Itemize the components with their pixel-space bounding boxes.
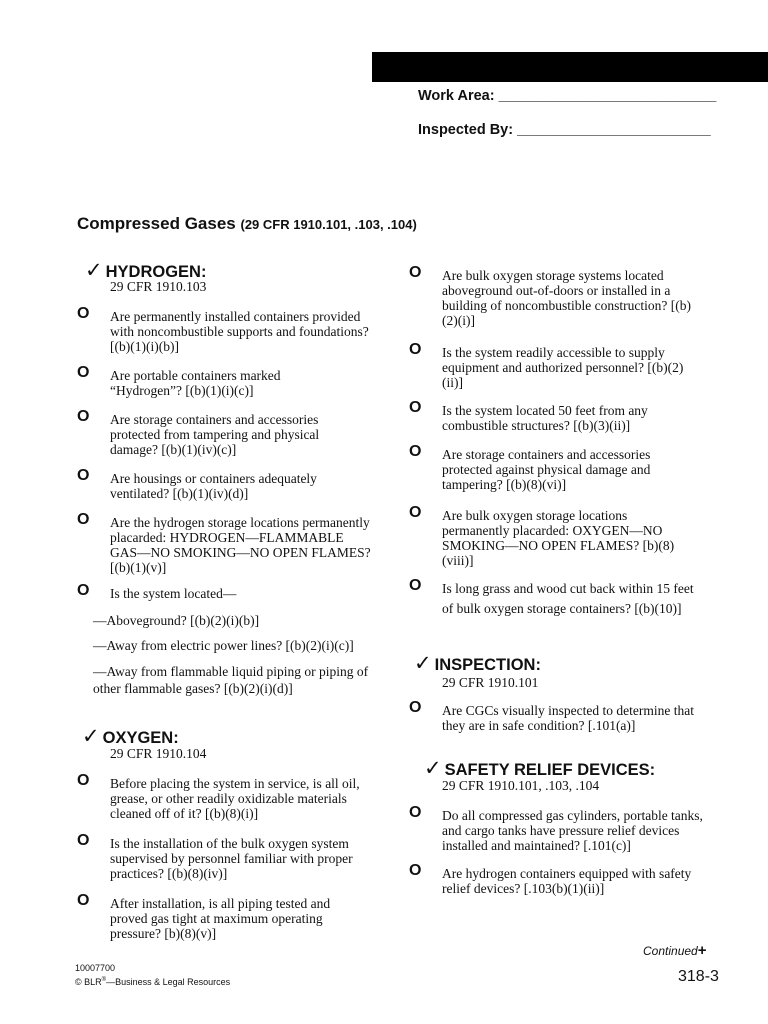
- title-main: Compressed Gases: [77, 214, 236, 233]
- oxygen-question-2: O Is the installation of the bulk oxygen system supervised by personnel familiar with proper practices? [(b)(8)(iv)]: [77, 832, 353, 881]
- bullet-icon: O: [77, 511, 90, 528]
- inspection-question-1: O Are CGCs visually inspected to determine that they are in safe condition? [.101(a)]: [409, 699, 694, 733]
- hydrogen-question-6: O Is the system located—: [77, 582, 237, 601]
- oxygen-question-r2: O Is the system readily accessible to supply equipment and authorized personnel? [(b)(2)(ii)]: [409, 341, 684, 390]
- safety-relief-question-2: O Are hydrogen containers equipped with safety relief devices? [.103(b)(1)(ii)]: [409, 862, 692, 896]
- title-cite: (29 CFR 1910.101, .103, .104): [240, 217, 417, 232]
- hydrogen-sub-3: —Away from flammable liquid piping or piping of other flammable gases? [(b)(2)(i)(d)]: [93, 664, 369, 696]
- checkmark-icon: ✓: [82, 724, 100, 748]
- hydrogen-question-3: O Are storage containers and accessories protected from tampering and physical damage? [(b)(1)(iv)(c)]: [77, 408, 320, 457]
- page-number: 318-3: [678, 968, 719, 985]
- bullet-icon: O: [77, 582, 90, 599]
- bullet-icon: O: [77, 467, 90, 484]
- bullet-icon: O: [77, 832, 90, 849]
- bullet-icon: O: [77, 305, 90, 322]
- document-code: 10007700: [75, 963, 116, 973]
- bullet-icon: O: [77, 364, 90, 381]
- bullet-icon: O: [409, 577, 422, 594]
- hydrogen-question-2: O Are portable containers marked “Hydrogen”? [(b)(1)(i)(c)]: [77, 364, 281, 398]
- bullet-icon: O: [77, 408, 90, 425]
- footer-code: [75, 962, 230, 988]
- safety-relief-cfr: 29 CFR 1910.101, .103, .104: [442, 778, 600, 793]
- bullet-icon: O: [409, 699, 422, 716]
- hydrogen-sub-1: —Aboveground? [(b)(2)(i)(b)]: [93, 613, 260, 628]
- oxygen-question-r6: O Is long grass and wood cut back within 15 feet of bulk oxygen storage containers? [(b)(10)]: [409, 577, 694, 616]
- hydrogen-question-1: O Are permanently installed containers provided with noncombustible supports and foundations? [(b)(1)(i)(b)]: [77, 305, 369, 354]
- oxygen-question-1: O Before placing the system in service, is all oil, grease, or other readily oxidizable materials cleaned off of it? [(b)(8)(i)]: [77, 772, 360, 821]
- bullet-icon: O: [409, 443, 422, 460]
- bullet-icon: O: [409, 399, 422, 416]
- header-black-bar: [372, 52, 768, 82]
- inspection-cfr: 29 CFR 1910.101: [442, 675, 539, 690]
- oxygen-question-r5: O Are bulk oxygen storage locations permanently placarded: OXYGEN—NO SMOKING—NO OPEN FLAMES? [b)(8)(viii)]: [409, 504, 675, 568]
- oxygen-question-3: O After installation, is all piping tested and proved gas tight at maximum operating pressure? [b)(8)(v)]: [77, 892, 331, 941]
- hydrogen-sub-2: —Away from electric power lines? [(b)(2)(i)(c)]: [93, 638, 354, 653]
- hydrogen-cfr: 29 CFR 1910.103: [110, 279, 207, 294]
- bullet-icon: O: [409, 862, 422, 879]
- hydrogen-question-5: O Are the hydrogen storage locations permanently placarded: HYDROGEN—FLAMMABLE GAS—NO SMOKING—NO OPEN FLAMES? [(b)(1)(v)]: [77, 511, 371, 575]
- safety-relief-heading: ✓ SAFETY RELIEF DEVICES:: [424, 756, 656, 780]
- checkmark-icon: ✓: [85, 258, 103, 282]
- work-area-field: Work Area: ___________________________: [418, 88, 717, 104]
- copyright: © BLR®—Business & Legal Resources: [75, 977, 231, 987]
- bullet-icon: O: [77, 772, 90, 789]
- bullet-icon: O: [409, 804, 422, 821]
- continued-label: Continued+: [643, 942, 707, 959]
- plus-icon: +: [697, 942, 707, 959]
- inspected-by-field: Inspected By: ________________________: [418, 122, 711, 138]
- bullet-icon: O: [77, 892, 90, 909]
- bullet-icon: O: [409, 504, 422, 521]
- oxygen-heading: ✓ OXYGEN:: [82, 724, 179, 748]
- inspection-heading: ✓ INSPECTION:: [414, 651, 541, 675]
- hydrogen-question-4: O Are housings or containers adequately ventilated? [(b)(1)(iv)(d)]: [77, 467, 317, 501]
- checkmark-icon: ✓: [414, 651, 432, 675]
- oxygen-question-r4: O Are storage containers and accessories protected against physical damage and tampering? [(b)(8)(vi)]: [409, 443, 651, 492]
- hydrogen-heading: ✓ HYDROGEN:: [85, 258, 207, 282]
- checkmark-icon: ✓: [424, 756, 442, 780]
- oxygen-question-r1: O Are bulk oxygen storage systems located aboveground out-of-doors or installed in a building of noncombustible construction? [(b)(2)(i)]: [409, 264, 691, 328]
- oxygen-question-r3: O Is the system located 50 feet from any combustible structures? [(b)(3)(ii)]: [409, 399, 648, 433]
- oxygen-cfr: 29 CFR 1910.104: [110, 746, 207, 761]
- bullet-icon: O: [409, 341, 422, 358]
- safety-relief-question-1: O Do all compressed gas cylinders, portable tanks, and cargo tanks have pressure relief devices installed and maintained? [.101(c)]: [409, 804, 703, 853]
- bullet-icon: O: [409, 264, 422, 281]
- page-title: [77, 214, 417, 234]
